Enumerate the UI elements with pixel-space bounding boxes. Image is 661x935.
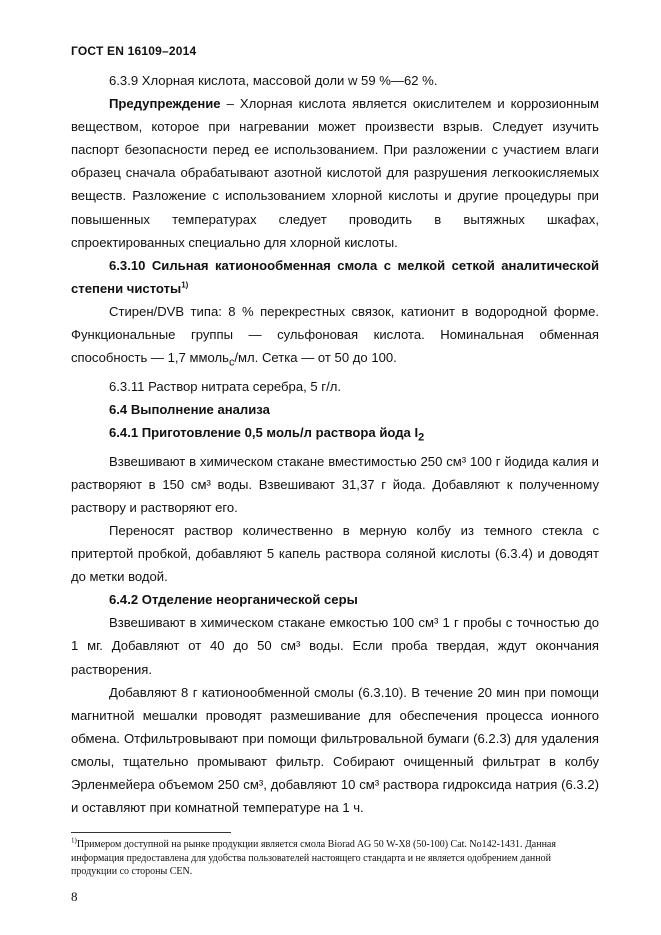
paragraph-resin-spec <box>71 300 599 375</box>
document-body <box>71 69 599 819</box>
resin-spec-text: Стирен/DVB типа: 8 % перекрестных связок, катионит в водородной форме. Функциональные группы — сульфоновая кислота. Номинальная обменная способность — 1,7 ммоль <box>71 303 599 366</box>
warning-paragraph <box>71 92 599 254</box>
warning-text: – Хлорная кислота является окислителем и коррозионным веществом, которое при нагревании может произвести взрыв. Следует изучить паспорт безопасности перед ее использованием. При разложении с участием влаги образец сначала обрабатывают азотной кислотой для разрушения легкоокисляемых веществ. Разложение с использованием хлорной кислоты и другие процедуры при повышенных температурах следует проводить в вытяжных шкафах, спроектированных специально для хлорной кислоты. <box>71 96 599 250</box>
heading-6-4-2: 6.4.2 Отделение неорганической серы <box>109 592 358 608</box>
paragraph-resin-treatment: Добавляют 8 г катионообменной смолы (6.3.10). В течение 20 мин при помощи магнитной мешалки проводят размешивание для обеспечения процесса ионного обмена. Отфильтровывают при помощи фильтровальной бумаги (6.2.3) для удаления смолы, тщательно промывают фильтр. Собирают очищенный фильтрат в колбу Эрленмейера объемом 250 см³, добавляют 10 см³ раствора гидроксида натрия (6.3.2) и оставляют при комнатной температуре на 1 ч. <box>71 684 599 816</box>
paragraph-6-3-11: 6.3.11 Раствор нитрата серебра, 5 г/л. <box>109 378 341 394</box>
footnote-divider <box>71 832 231 833</box>
warning-label: Предупреждение <box>109 96 221 112</box>
footnote <box>71 838 599 879</box>
paragraph-iodine-weigh: Взвешивают в химическом стакане вместимостью 250 см³ 100 г йодида калия и растворяют в 150 см³ воды. Взвешивают 31,37 г йода. Добавляют к полученному раствору и растворяют его. <box>71 453 599 515</box>
heading-6-4-1 <box>71 421 599 450</box>
paragraph-sample-weigh: Взвешивают в химическом стакане емкостью 100 см³ 1 г пробы с точностью до 1 мг. Добавляют от 40 до 50 см³ воды. Если проба твердая, ждут окончания растворения. <box>71 615 599 677</box>
heading-6-3-10 <box>71 254 599 300</box>
heading-6-4-1-text: 6.4.1 Приготовление 0,5 моль/л раствора йода I <box>109 425 419 441</box>
resin-spec-text-end: /мл. Сетка — от 50 до 100. <box>234 350 397 366</box>
paragraph-iodine-transfer: Переносят раствор количественно в мерную колбу из темного стекла с притертой пробкой, добавляют 5 капель раствора соляной кислоты (6.3.4) и доводят до метки водой. <box>71 523 599 585</box>
iodine-subscript: 2 <box>418 431 425 444</box>
heading-6-4: 6.4 Выполнение анализа <box>109 401 270 417</box>
resin-spec-subscript: c <box>228 356 235 369</box>
paragraph-6-3-9: 6.3.9 Хлорная кислота, массовой доли w 59 %—62 %. <box>109 73 438 88</box>
document-header: ГОСТ EN 16109–2014 <box>71 44 197 58</box>
page-number: 8 <box>71 889 78 904</box>
heading-6-3-10-text: 6.3.10 Сильная катионообменная смола с мелкой сеткой аналитической степени чистоты <box>71 257 599 296</box>
footnote-marker: 1) <box>71 836 77 845</box>
footnote-text: Примером доступной на рынке продукции является смола Biorad AG 50 W-X8 (50-100) Cat. No142-1431. Данная информация предоставлена для удобства пользователей настоящего стандарта и не является одобрением данной продукции со стороны CEN. <box>71 839 556 877</box>
footnote-ref: 1) <box>181 280 189 290</box>
